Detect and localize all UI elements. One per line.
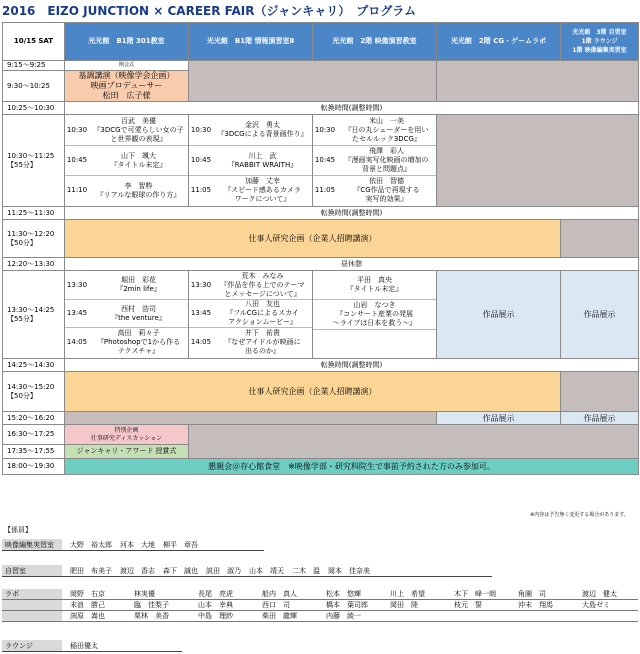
row-opening <box>3 61 639 71</box>
room-header-3: 光光館 2階 映像演習教室 <box>313 23 437 61</box>
break-cell: 転換時間(調整時間) <box>65 207 639 220</box>
time-cell: 9:30～10:25 <box>3 71 65 102</box>
time-cell: 11:30～12:20 【50分】 <box>3 220 65 258</box>
time-cell: 18:00～19:30 <box>3 459 65 475</box>
keynote-line: 映画プロデューサー <box>90 81 163 90</box>
time-cell: 12:20～13:30 <box>3 258 65 271</box>
room-header-5: 光光館 3階 自習室 1階 ラウンジ 1階 映像編集実習室 <box>561 23 639 61</box>
session-col-3: 平田 真央 『タイトル未定』 山岩 なつき 『コンサート産業の発展 ～ライブは日本を救う～』 <box>313 271 437 359</box>
session-col-1: 10:30 百武 美優 『3DCGで可愛らしい女の子 と世界観の表現』 10:45 山下 颯大 『タイトル未定』 11:10 李 智粋 『リアルな眼球の作り方』 <box>65 115 189 207</box>
empty-cell <box>437 115 639 207</box>
lab-row: ラボ 岡野 右京 林実優 長尾 亮虎 船内 真人 松本 悠輝 川上 希望 木下 峰一朗 角園 司 渡辺 健太 <box>2 589 638 600</box>
career-lecture-cell: 仕事人研究企画（企業人招聘講演） <box>65 372 561 412</box>
staff-name: 説田 淑乃 <box>206 567 241 575</box>
staff-name: 河本 大地 <box>120 541 155 549</box>
staff-name: 肥田 布美子 <box>70 567 112 575</box>
disclaimer-note: ※内容は予告無く変更する場合があります。 <box>530 512 629 518</box>
lab-row: 渕原 嵩也 栗林 美香 中島 理紗 柴田 龍輝 内藤 綾一 <box>2 611 638 622</box>
staff-lab-block <box>2 589 638 622</box>
row-exhibition <box>3 412 639 425</box>
empty-cell <box>561 372 639 412</box>
exhibition-cell: 作品展示 <box>437 412 561 425</box>
staff-name: 柳平 章吾 <box>163 541 198 549</box>
row-party <box>3 459 639 475</box>
staff-label: ラウンジ <box>2 640 62 651</box>
date-cell: 10/15 SAT <box>3 23 65 61</box>
special-cell: 特別企画 仕事研究ディスカッション <box>65 425 189 445</box>
time-cell: 17:35～17:55 <box>3 445 65 459</box>
staff-name: 山本 靖天 <box>249 567 284 575</box>
keynote-cell <box>65 71 189 102</box>
session-col-1: 13:30 堀田 彩花 『2min life』 13:45 西村 浩司 『the venture』 14:05 高田 莉々子 『Photoshopで1から作る テクスチャ』 <box>65 271 189 359</box>
page-title: 2016 EIZO JUNCTION × CAREER FAIR（ジャンキャリ） プログラム <box>2 4 417 18</box>
staff-name: 岡本 佳奈美 <box>328 567 370 575</box>
time-cell: 14:25～14:30 <box>3 359 65 372</box>
break-cell: 転換時間(調整時間) <box>65 359 639 372</box>
row-career-1 <box>3 220 639 258</box>
room-header-1: 光光館 B1階 301教室 <box>65 23 189 61</box>
staff-name: 稲田優太 <box>70 642 98 650</box>
exhibition-cell: 作品展示 <box>561 412 639 425</box>
staff-label: 自習室 <box>2 565 62 576</box>
room-header-4: 光光館 2階 CG・ゲームラボ <box>437 23 561 61</box>
time-cell: 10:25～10:30 <box>3 102 65 115</box>
keynote-line: 松田 広子様 <box>102 91 151 100</box>
row-break-3 <box>3 359 639 372</box>
row-break-1 <box>3 102 639 115</box>
session-col-3: 10:30 米山 一美 『日の丸シェーダーを用い たセルルック3DCG』 10:45 飛澤 彩人 『漫画実写化映画の増加の 背景と問題点』 11:05 依田 智德 『CG作品で再現する 実写的効果』 <box>313 115 437 207</box>
staff-name: 二木 温 <box>292 567 320 575</box>
room-header-2: 光光館 B1階 情報演習室Ⅱ <box>189 23 313 61</box>
time-cell: 9:15～9:25 <box>3 61 65 71</box>
party-cell: 懇親会＠存心館食堂 ※映像学部・研究科院生で事前予約された方のみ参加可。 <box>65 459 639 475</box>
row-career-2 <box>3 372 639 412</box>
row-session-2 <box>3 271 639 359</box>
lunch-cell: 昼休憩 <box>65 258 639 271</box>
time-cell: 14:30～15:20 【50分】 <box>3 372 65 412</box>
time-cell: 16:30～17:25 <box>3 425 65 445</box>
staff-row-lounge <box>2 640 182 652</box>
row-session-1 <box>3 115 639 207</box>
empty-cell <box>189 425 639 459</box>
staff-label: 映像編集実習室 <box>2 539 62 550</box>
row-lunch <box>3 258 639 271</box>
break-cell: 転換時間(調整時間) <box>65 102 639 115</box>
staff-label: ラボ <box>2 589 62 599</box>
exhibition-cell: 作品展示 <box>437 271 561 359</box>
row-break-2 <box>3 207 639 220</box>
session-col-2: 10:30 金沢 勇太 『3DCGによる背景画作り』 10:45 川上 武 『RABBIT WRAITH』 11:05 加藤 丈幸 『スピード感あるカメラ ワークについて』 <box>189 115 313 207</box>
staff-row-editing <box>2 539 264 551</box>
staff-name: 森下 誠也 <box>163 567 198 575</box>
staff-name: 大野 裕太郎 <box>70 541 112 549</box>
empty-cell <box>65 412 437 425</box>
empty-cell <box>189 61 437 102</box>
header-row <box>3 23 639 61</box>
opening-cell: 開会式 <box>65 61 189 71</box>
empty-cell <box>437 61 639 102</box>
session-col-2: 13:30 荒木 みなみ 『作品を作る上でのテーマ とメッセージについて』 13:45 八田 友也 『フルCGによるスカイ アクションムービー』 14:05 井下 祐貴 『なぜアイドルが映画に 出るのか』 <box>189 271 313 359</box>
time-cell: 15:20～16:20 <box>3 412 65 425</box>
exhibition-cell: 作品展示 <box>561 271 639 359</box>
staff-row-study <box>2 565 492 577</box>
career-lecture-cell: 仕事人研究企画（企業人招聘講演） <box>65 220 561 258</box>
keynote-line: 基調講演（映像学会企画） <box>78 71 175 80</box>
row-special <box>3 425 639 445</box>
time-cell: 11:25～11:30 <box>3 207 65 220</box>
empty-cell <box>561 220 639 258</box>
staff-name: 渡辺 香志 <box>120 567 155 575</box>
program-table <box>2 22 639 475</box>
award-cell: ジャンキャリ・アワード 授賞式 <box>65 445 189 459</box>
time-cell: 13:30～14:25 【55分】 <box>3 271 65 359</box>
staff-title: 【係員】 <box>4 526 32 534</box>
lab-row: 末浪 勝己 臨 佳梨子 山本 幸典 西口 司 橋本 葉司郎 岡田 陸 枝元 誓 沖末 翔馬 大島ゼミ <box>2 600 638 611</box>
time-cell: 10:30～11:25 【55分】 <box>3 115 65 207</box>
